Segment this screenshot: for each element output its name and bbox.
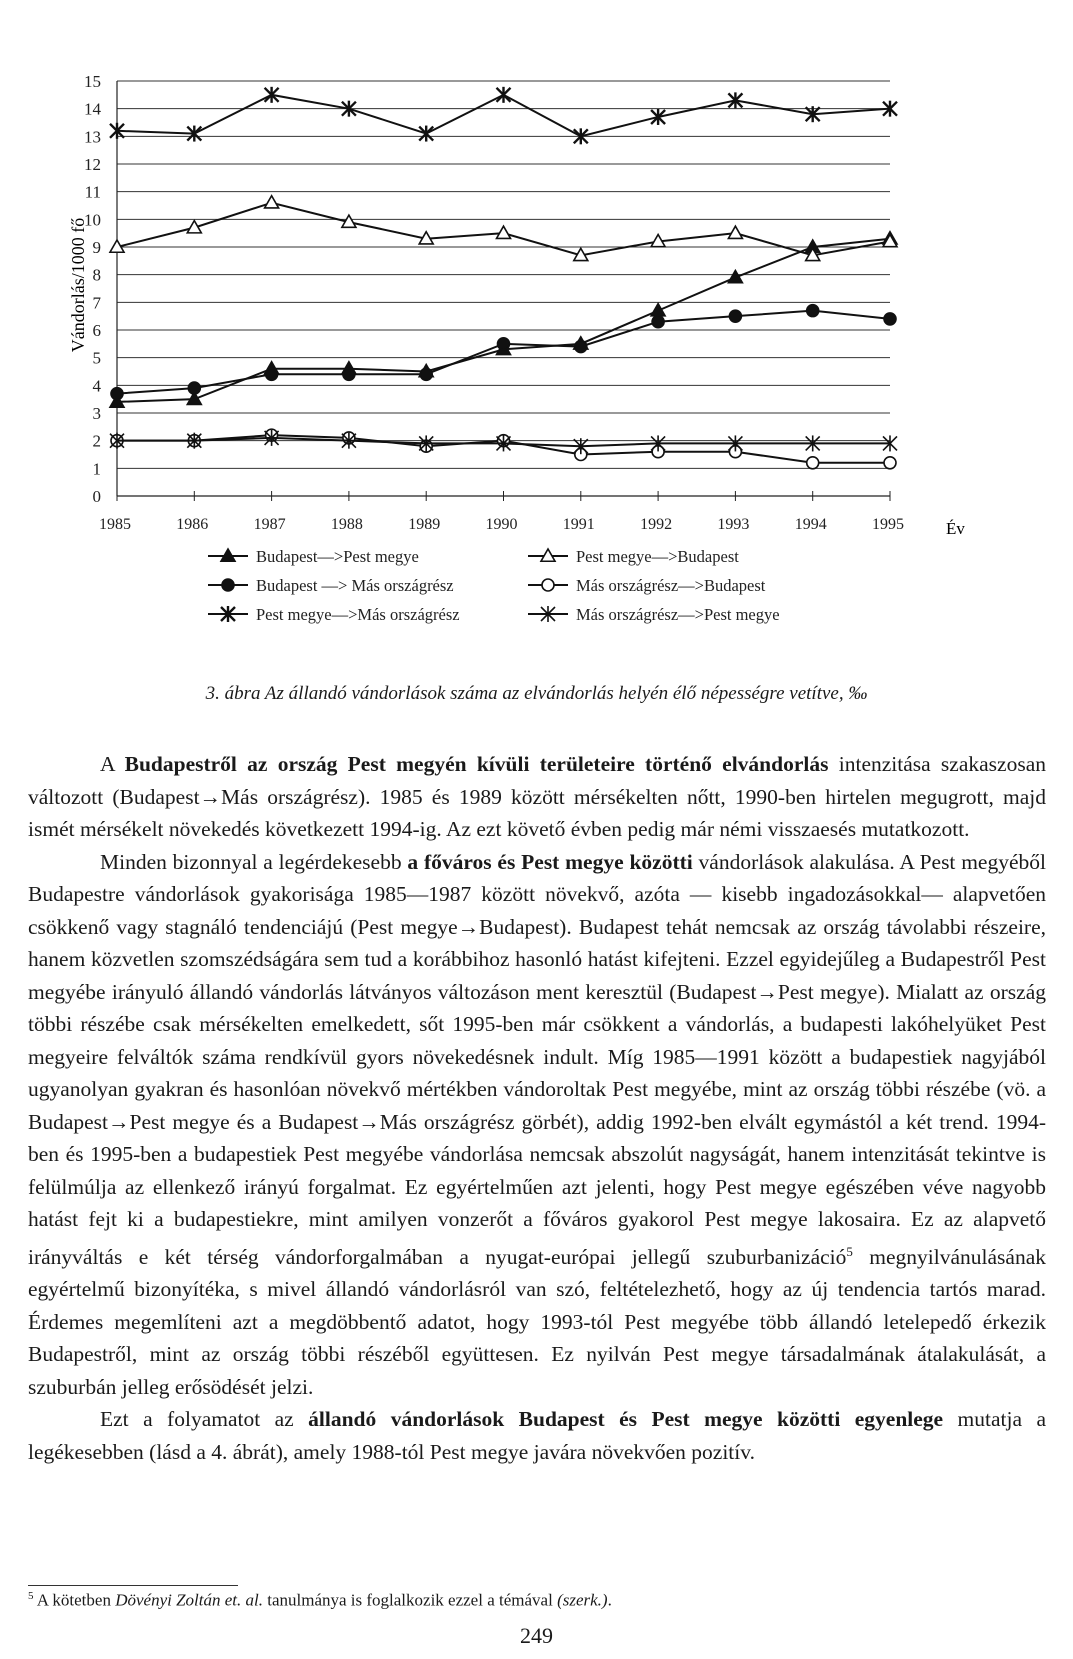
text-run: vándorlások alakulása. A Pest megyéből Budapestre vándorlások gyakorisága 1985—1987 között növekvő, azóta — kisebb ingadozásokkal— alapvetően csökkenő vagy stagnáló tendenciájú (Pest megye→Budapest). Budapest tehát nemcsak az ország távolabbi részeire, hanem közvetlen szomszédságára sem tud a korábbihoz hasonló hatást kifejteni. Ezzel egyidejűleg a Budapestről Pest megyébe irányuló állandó vándorlás látványos változáson ment keresztül (Budapest→Pest megye). Mialatt az ország többi részébe csak mérsékelten emelkedett, sőt 1995-ben már csökkent a vándorlás, a budapesti lakóhelyüket Pest megyeire felváltók száma rendkívül gyors növekedésnek indult. Míg 1985—1991 között a budapestiek nagyjából ugyanolyan gyakran és hasonlóan növekvő mértékben vándoroltak Pest megyébe, mint az ország többi részébe (vö. a Budapest→Pest megye és a Budapest→Más országrész görbét), addig 1992-ben elvált egymástól a két trend. 1994-ben és 1995-ben a budapestiek Pest megyébe vándorlása nemcsak abszolút nagyságát, hanem intenzitását tekintve is felülmúlja az ellenkező irányú forgalmat. Ez egyértelműen azt jelenti, hogy Pest megye egészében véve nagyobb hatást fejt ki a budapestiekre, mint amilyen vonzerőt a főváros gyakorol Pest megye lakosaira. Ez az alapvető irányváltás e két térség vándorforgalmában a nyugat-európai jellegű szuburbanizáció (28, 849, 1046, 1269)
x-tick-label: 1987 (253, 516, 286, 533)
circle-marker (542, 579, 554, 591)
circle-marker (884, 457, 896, 469)
x-tick-label: 1986 (176, 516, 209, 533)
triangle-marker (265, 196, 279, 208)
page-number: 249 (520, 1623, 553, 1648)
y-tick-label: 6 (92, 321, 101, 340)
y-tick-label: 12 (84, 155, 101, 174)
legend-label: Pest megye—>Budapest (576, 547, 739, 566)
chart-grid (117, 81, 890, 468)
star-marker (651, 109, 665, 125)
series-5 (110, 430, 897, 454)
legend-item (208, 576, 454, 595)
y-tick-label: 14 (84, 99, 101, 119)
circle-marker (807, 457, 819, 469)
footnote-italic-1: Dövényi Zoltán et. al. (115, 1590, 263, 1610)
y-axis-label: Vándorlás/1000 fő (68, 217, 88, 353)
paragraph (28, 1403, 1046, 1468)
x-tick-label: 1989 (408, 516, 441, 533)
circle-marker (222, 579, 234, 591)
bold-run: Budapestről az ország Pest megyén kívüli területeire történő elvándorlás (124, 752, 829, 776)
x-axis-label: Év (946, 519, 965, 538)
x-tick-label: 1985 (99, 516, 131, 533)
footnote-text-1: A kötetben (33, 1590, 116, 1610)
footnote-italic-2: (szerk.) (557, 1590, 608, 1610)
circle-marker (498, 338, 510, 350)
circle-marker (343, 368, 355, 380)
y-tick-label: 4 (92, 376, 101, 396)
line-chart (0, 0, 1073, 660)
x-tick-label: 1993 (717, 516, 750, 533)
circle-marker (652, 316, 664, 328)
chart-series (110, 87, 897, 469)
legend-item (528, 605, 780, 624)
y-tick-label: 8 (92, 265, 101, 285)
x-tick-label: 1991 (562, 516, 595, 533)
circle-marker (729, 310, 741, 322)
series-1 (110, 196, 897, 261)
chart-legend (208, 547, 780, 624)
paragraph (28, 748, 1046, 846)
legend-label: Más országrész—>Pest megye (576, 605, 780, 624)
y-tick-label: 1 (92, 459, 101, 479)
text-run: megnyilvánulásának egyértelmű bizonyítéka, s mivel állandó vándorlásról van szó, feltételezhető, hogy az új tendencia tartós marad. Érdemes megemlíteni azt a megdöbbentő adatot, hogy 1993-tól Pest megyébe több állandó letelepedő érkezik Budapestről, mint az ország többi részéből együttesen. Ez nyilván Pest megye társadalmának átalakulását, a szuburbán jelleg erősödését jelzi. (28, 1244, 1046, 1399)
legend-item (528, 576, 766, 595)
footnote-text-3: . (607, 1590, 612, 1610)
legend-label: Más országrész—>Budapest (576, 576, 766, 595)
legend-item (208, 547, 419, 566)
x-tick-label: 1988 (330, 516, 363, 533)
x-tick-label: 1990 (485, 516, 518, 533)
y-tick-label: 0 (92, 487, 101, 506)
circle-marker (266, 368, 278, 380)
legend-item (208, 605, 460, 624)
y-tick-label: 9 (92, 238, 101, 257)
y-tick-label: 13 (84, 127, 101, 147)
circle-marker (111, 388, 123, 400)
footnote-number: 5 (28, 1590, 34, 1602)
bold-run: a főváros és Pest megye közötti (407, 849, 693, 874)
figure-caption: 3. ábra Az állandó vándorlások száma az elvándorlás helyén élő népességre vetítve, ‰ (205, 683, 868, 704)
text-run: Ezt a folyamatot az (100, 1407, 309, 1432)
circle-marker (884, 313, 896, 325)
triangle-marker (497, 226, 511, 238)
body-text (28, 748, 1046, 1468)
y-tick-label: 10 (84, 210, 101, 230)
text-run: A (100, 752, 125, 776)
circle-marker (807, 305, 819, 317)
series-4 (110, 87, 897, 144)
footnote-rule (28, 1585, 238, 1586)
y-tick-label: 2 (92, 431, 101, 451)
circle-marker (188, 382, 200, 394)
x-tick-label: 1995 (872, 516, 904, 533)
text-run: intenzitása szakaszosan változott (Budapest→Más országrész). 1985 és 1989 között mérsékelten nőtt, 1990-ben hirtelen megugrott, majd ismét mérsékelt növekedés következett 1994-ig. Az ezt követő évben pedig már némi visszaesés mutatkozott. (28, 752, 1046, 841)
legend-label: Budapest —> Más országrész (256, 576, 454, 595)
triangle-marker (728, 226, 742, 238)
y-tick-label: 5 (92, 348, 101, 368)
text-run: mutatja a legékesebben (lásd a 4. ábrát), amely 1988-tól Pest megye javára növekvően pozitív. (28, 1407, 1046, 1464)
series-line (117, 239, 890, 402)
legend-item (528, 547, 739, 566)
star-marker (419, 126, 433, 142)
bold-run: állandó vándorlások Budapest és Pest megye közötti egyenlege (308, 1407, 944, 1432)
x-tick-label: 1994 (794, 516, 827, 533)
triangle-marker (651, 304, 665, 316)
series-0 (110, 232, 897, 407)
y-tick-label: 7 (92, 293, 101, 313)
footnote (28, 1590, 612, 1611)
y-tick-label: 3 (92, 404, 101, 423)
y-tick-label: 11 (84, 182, 101, 202)
paragraph (28, 846, 1046, 1404)
footnote-ref: 5 (846, 1243, 853, 1259)
star-marker (497, 87, 511, 103)
y-tick-label: 15 (84, 72, 101, 91)
x-tick-label: 1992 (640, 516, 673, 533)
legend-label: Budapest—>Pest megye (256, 547, 419, 566)
legend-label: Pest megye—>Más országrész (256, 605, 460, 624)
footnote-text-2: tanulmánya is foglalkozik ezzel a témával (262, 1590, 558, 1610)
chart-axes (117, 81, 890, 496)
circle-marker (575, 341, 587, 353)
circle-marker (420, 368, 432, 380)
text-run: Minden bizonnyal a legérdekesebb (100, 849, 408, 874)
